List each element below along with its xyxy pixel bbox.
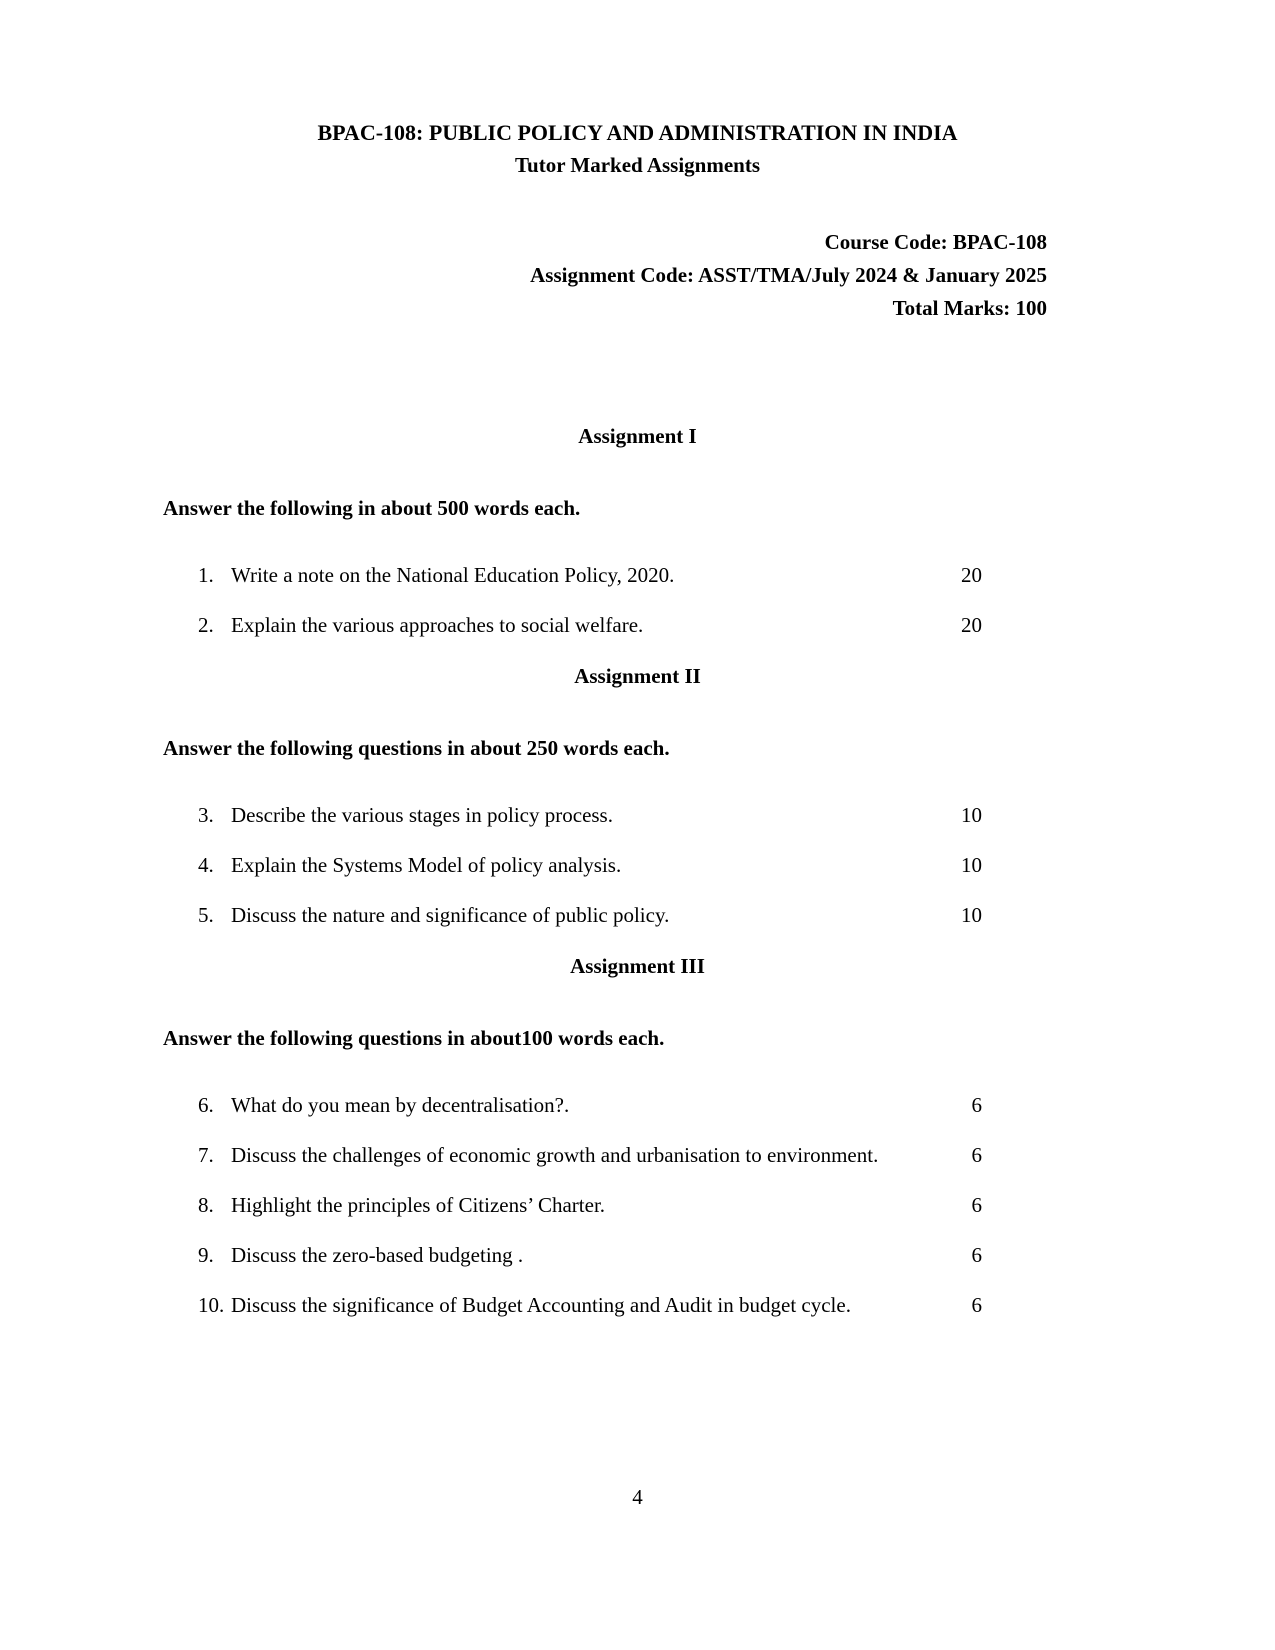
question-number: 6. xyxy=(198,1093,214,1117)
course-code: Course Code: BPAC-108 xyxy=(824,230,1047,254)
question-text: What do you mean by decentralisation?. xyxy=(231,1093,570,1117)
question-text: Explain the various approaches to social welfare. xyxy=(231,613,644,637)
question-text: Explain the Systems Model of policy analysis. xyxy=(231,853,622,877)
question-number: 8. xyxy=(198,1193,214,1217)
question-row xyxy=(198,803,982,828)
question-list-assignment-1 xyxy=(163,563,1112,638)
section-heading-assignment-2: Assignment II xyxy=(574,664,701,688)
page-number: 4 xyxy=(632,1485,643,1509)
question-marks: 10 xyxy=(961,903,982,927)
question-text: Highlight the principles of Citizens’ Charter. xyxy=(231,1193,606,1217)
question-row xyxy=(198,563,982,588)
question-text: Write a note on the National Education Policy, 2020. xyxy=(231,563,675,587)
question-list-assignment-3 xyxy=(163,1093,1112,1318)
question-text: Discuss the nature and significance of public policy. xyxy=(231,903,670,927)
course-meta-block xyxy=(163,226,1047,325)
question-row xyxy=(198,903,982,928)
section-heading-assignment-3: Assignment III xyxy=(570,954,705,978)
question-number: 4. xyxy=(198,853,214,877)
question-text: Discuss the significance of Budget Accounting and Audit in budget cycle. xyxy=(231,1293,851,1317)
question-marks: 20 xyxy=(961,613,982,637)
question-row xyxy=(198,1093,982,1118)
question-number: 9. xyxy=(198,1243,214,1267)
question-number: 10. xyxy=(198,1293,225,1317)
assignment-code: Assignment Code: ASST/TMA/July 2024 & January 2025 xyxy=(530,263,1047,287)
question-text: Describe the various stages in policy process. xyxy=(231,803,613,827)
question-number: 3. xyxy=(198,803,214,827)
question-list-assignment-2 xyxy=(163,803,1112,928)
section-heading-assignment-1: Assignment I xyxy=(578,424,697,448)
question-marks: 20 xyxy=(961,563,982,587)
question-row xyxy=(198,1143,982,1168)
section-instruction-assignment-3: Answer the following questions in about100 words each. xyxy=(163,1026,665,1050)
question-marks: 6 xyxy=(971,1193,982,1217)
question-number: 5. xyxy=(198,903,214,927)
question-number: 1. xyxy=(198,563,214,587)
question-text: Discuss the challenges of economic growth and urbanisation to environment. xyxy=(231,1143,879,1167)
question-row xyxy=(198,1193,982,1218)
question-row xyxy=(198,853,982,878)
question-row xyxy=(198,613,982,638)
document-title: BPAC-108: PUBLIC POLICY AND ADMINISTRATION IN INDIA xyxy=(317,120,958,145)
question-marks: 10 xyxy=(961,803,982,827)
question-number: 2. xyxy=(198,613,214,637)
question-marks: 6 xyxy=(971,1143,982,1167)
question-text: Discuss the zero-based budgeting . xyxy=(231,1243,524,1267)
question-row xyxy=(198,1243,982,1268)
section-instruction-assignment-1: Answer the following in about 500 words each. xyxy=(163,496,581,520)
question-marks: 10 xyxy=(961,853,982,877)
document-subtitle: Tutor Marked Assignments xyxy=(514,153,761,177)
question-row xyxy=(198,1293,982,1318)
question-number: 7. xyxy=(198,1143,214,1167)
question-marks: 6 xyxy=(971,1093,982,1117)
question-marks: 6 xyxy=(971,1243,982,1267)
section-instruction-assignment-2: Answer the following questions in about 250 words each. xyxy=(163,736,670,760)
total-marks: Total Marks: 100 xyxy=(892,296,1047,320)
question-marks: 6 xyxy=(971,1293,982,1317)
